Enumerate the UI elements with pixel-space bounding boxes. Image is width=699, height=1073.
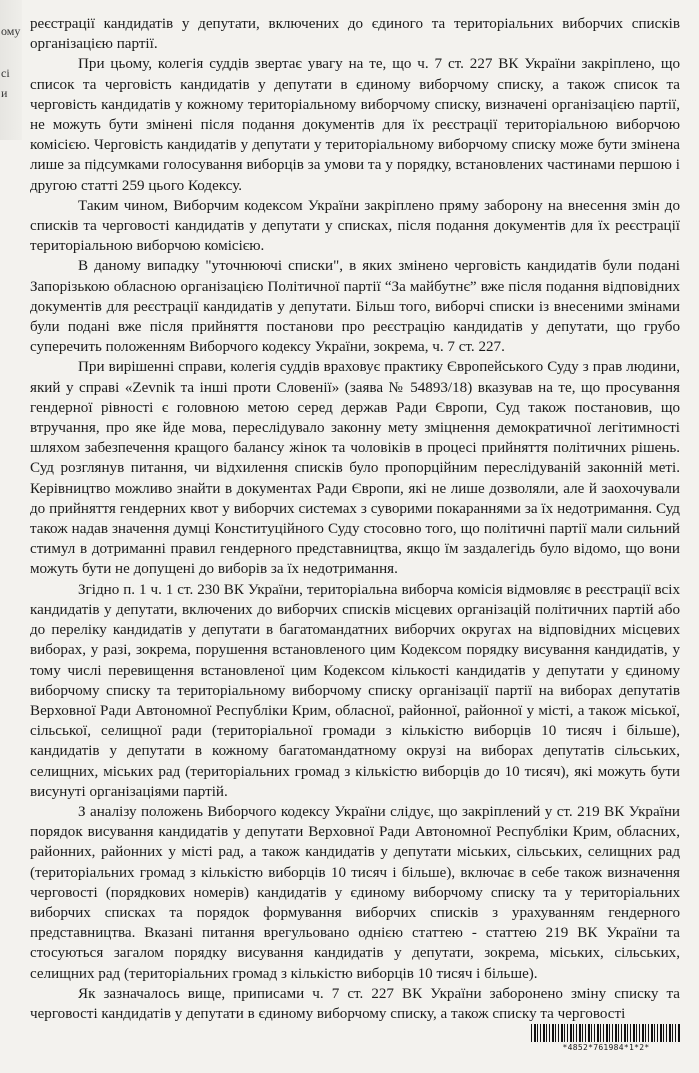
paragraph: З аналізу положень Виборчого кодексу України слідує, що закріплений у ст. 219 ВК України порядок висування кандидатів у депутати Верховної Ради Автономної Республіки Крим, обласних, районних, районних у місті рад, а також кандидатів у депутати міських, сільських, селищних рад (територіальних громад з кількістю виборців 10 тисяч і більше), включає в себе також визначення черговості (порядкових номерів) кандидатів у єдиному виборчому списку та у територіальних виборчих списках та порядок формування виборчих списків з урахуванням гендерного представництва. Вказані питання врегульовано однією статтею - статтею 219 ВК України та стосуються загалом порядку висування кандидатів у депутати, зокрема, міських, сільських, селищних рад (територіальних громад з кількістю виборців 10 тисяч і більше).: [30, 803, 680, 982]
paragraph: реєстрації кандидатів у депутати, включених до єдиного та територіальних виборчих списків організацією партії.: [30, 16, 680, 53]
document-body: [30, 14, 680, 1024]
paragraph: В даному випадку "уточнюючі списки", в яких змінено черговість кандидатів були подані Запорізькою обласною організацією Політичної партії “За майбутнє” вже після подання відповідних документів для реєстрації кандидатів у депутати. Більш того, виборчі списки із внесеними змінами були подані вже після прийняття постанови про реєстрацію кандидатів у депутати, що грубо суперечить положенням Виборчого кодексу України, зокрема, ч. 7 ст. 227.: [30, 258, 680, 356]
paragraph: Таким чином, Виборчим кодексом України закріплено пряму заборону на внесення змін до списків та черговості кандидатів у депутати у списках, після подання документів для їх реєстрації територіальною виборчою комісією.: [30, 197, 680, 255]
margin-fragment: ому: [1, 24, 21, 38]
paragraph: Згідно п. 1 ч. 1 ст. 230 ВК України, територіальна виборча комісія відмовляє в реєстрації всіх кандидатів у депутати, включених до виборчих списків місцевих організацій політичних партій або до переліку кандидатів у депутати в багатомандатних виборчих округах на відповідних місцевих виборах, у разі, зокрема, порушення встановленого цим Кодексом порядку висування кандидатів, у тому числі перевищення встановленої цим Кодексом кількості кандидатів у депутати у єдиному виборчому списку та територіальному виборчому списку організації партії на виборах депутатів Верховної Ради Автономної Республіки Крим, обласної, районної, районної у місті, а також міської, сільської, селищної ради (територіальної громади з кількістю виборців 10 тисяч і більше), кандидатів у депутати в кожному багатомандатному окрузі на виборах депутатів сільських, селищних, міських рад (територіальних громад з кількістю виборців до 10 тисяч), які можуть бути висунуті організаціями партій.: [30, 581, 680, 800]
margin-fragment: и: [1, 86, 8, 100]
document-barcode: [531, 1024, 681, 1052]
left-margin-strip: [0, 0, 22, 140]
barcode-bars: [531, 1024, 681, 1042]
barcode-number: *4852*761984*1*2*: [562, 1043, 650, 1052]
paragraph: Як зазначалось вище, приписами ч. 7 ст. 227 ВК України заборонено зміну списку та черговості кандидатів у депутати в єдиному виборчому списку, а також списку та черговості: [30, 985, 680, 1022]
paragraph: При цьому, колегія суддів звертає увагу на те, що ч. 7 ст. 227 ВК України закріплено, що список та черговість кандидатів у депутати в єдиному виборчому списку, а також список та черговість кандидатів у кожному територіальному виборчому списку, визначені організацією партії, не можуть бути змінені після подання документів для їх реєстрації територіальною виборчою комісією. Черговість кандидатів у депутати у територіальному виборчому списку може бути змінена лише за підсумками голосування виборців за умови та у порядку, встановлених частинами першою і другою статті 259 цього Кодексу.: [30, 56, 680, 194]
paragraph: При вирішенні справи, колегія суддів враховує практику Європейського Суду з прав людини, який у справі «Zevnik та інші проти Словенії» (заява № 54893/18) вказував на те, що просування гендерної рівності є головною метою серед держав Ради Європи, Суд також постановив, що втручання, про яке йде мова, переслідувало законну мету зміцнення демократичної легітимності шляхом забезпечення кращого балансу жінок та чоловіків в процесі прийняття політичних рішень. Суд розглянув питання, чи відхилення списків було пропорційним переслідуваній законній меті. Керівництво можливо знайти в документах Ради Європи, які не лише дозволяли, але й заохочували до прийняття гендерних квот у виборчих системах з суворими покараннями за їх недотримання. Суд також надав значення думці Конституційного Суду стосовно того, що політичні партії мали сильний стимул в дотриманні правил гендерного представництва, якщо їм заздалегідь було відомо, що вони можуть бути не допущені до виборів за їх недотримання.: [30, 359, 680, 578]
margin-fragment: сі: [1, 66, 10, 80]
